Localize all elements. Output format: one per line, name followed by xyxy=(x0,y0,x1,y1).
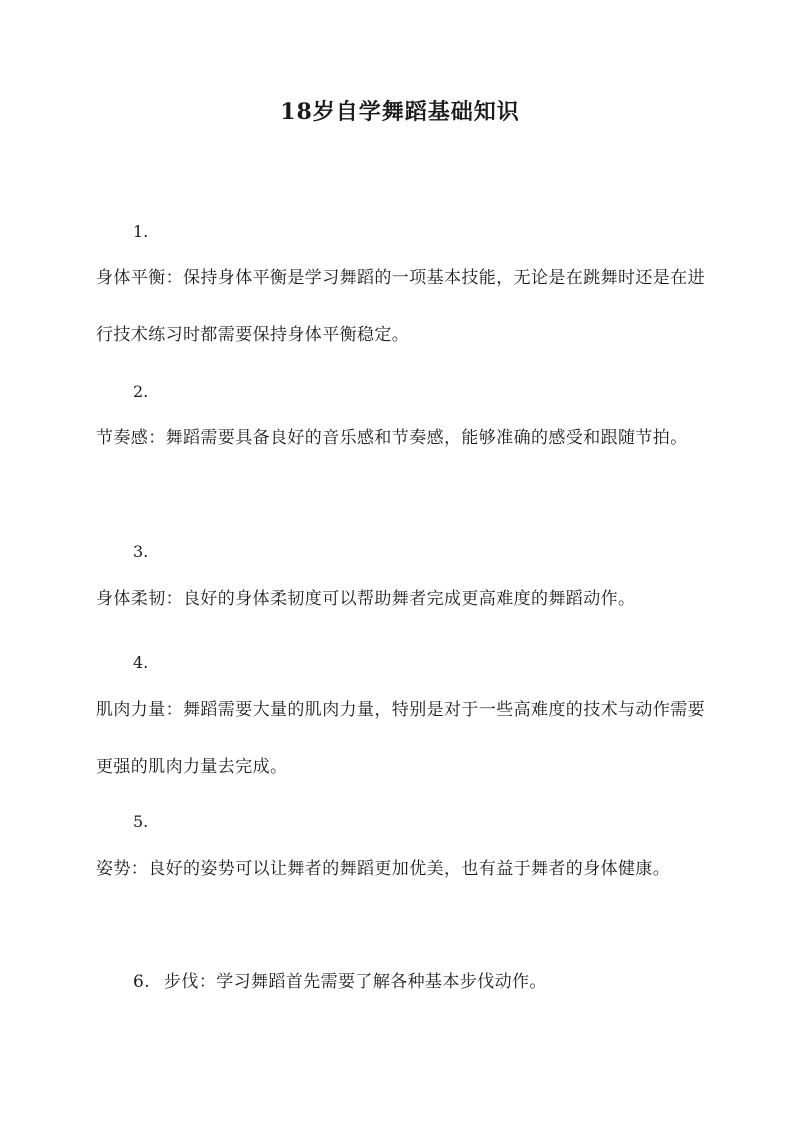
item-number-5: 5. xyxy=(133,812,149,831)
item-text-6: 步伐：学习舞蹈首先需要了解各种基本步伐动作。 xyxy=(164,972,547,992)
item-number-4: 4. xyxy=(133,653,149,672)
item-number-3: 3. xyxy=(133,542,149,561)
item-text-5: 姿势：良好的姿势可以让舞者的舞蹈更加优美，也有益于舞者的身体健康。 xyxy=(96,859,671,879)
document-title: 18岁自学舞蹈基础知识 xyxy=(280,99,520,125)
item-text-1: 身体平衡：保持身体平衡是学习舞蹈的一项基本技能，无论是在跳舞时还是在进行技术练习时都需要保持身体平衡稳定。 xyxy=(96,268,705,345)
item-number-2: 2. xyxy=(133,382,149,401)
item-text-3: 身体柔韧：良好的身体柔韧度可以帮助舞者完成更高难度的舞蹈动作。 xyxy=(96,589,636,609)
item-number-6: 6. xyxy=(133,972,151,992)
item-number-1: 1. xyxy=(133,222,149,241)
item-text-2: 节奏感：舞蹈需要具备良好的音乐感和节奏感，能够准确的感受和跟随节拍。 xyxy=(96,428,688,448)
item-6 xyxy=(133,970,547,994)
item-text-4: 肌肉力量：舞蹈需要大量的肌肉力量，特别是对于一些高难度的技术与动作需要更强的肌肉力量去完成。 xyxy=(96,700,705,777)
